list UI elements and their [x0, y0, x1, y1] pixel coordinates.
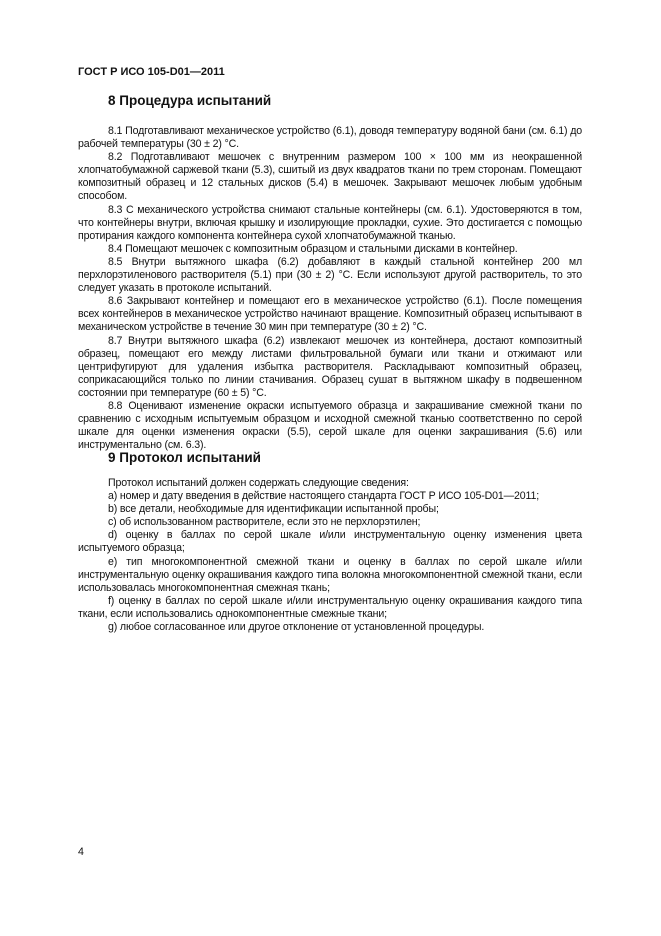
- page-number: 4: [78, 846, 84, 858]
- paragraph-8-5: 8.5 Внутри вытяжного шкафа (6.2) добавляют в каждый стальной контейнер 200 мл перхлорэтиленового растворителя (5.1) при (30 ± 2) °С. Если используют другой растворитель, то это следует указать в протоколе испытаний.: [78, 255, 582, 295]
- section-8-body: [78, 125, 582, 452]
- list-item-e: e) тип многокомпонентной смежной ткани и оценку в баллах по серой шкале и/или инструментальную оценку окрашивания каждого типа волокна многокомпонентной смежной ткани, если использовалась многокомпонентная смежная ткань;: [78, 555, 582, 594]
- list-item-g: g) любое согласованное или другое отклонение от установленной процедуры.: [108, 621, 485, 634]
- paragraph-8-7: 8.7 Внутри вытяжного шкафа (6.2) извлекают мешочек из контейнера, достают композитный образец, помещают его между листами фильтровальной бумаги или ткани и отжимают или центрифугируют для удаления избытка растворителя. Раскладывают композитный образец, соприкасающийся только по линии стачивания. Образец сушат в вытяжном шкафу в подвешенном состоянии при температуре (60 ± 5) °С.: [78, 334, 582, 399]
- list-item-c: c) об использованном растворителе, если это не перхлорэтилен;: [108, 516, 421, 529]
- section-9-heading: 9 Протокол испытаний: [108, 450, 261, 465]
- section-9-intro: Протокол испытаний должен содержать следующие сведения:: [108, 477, 409, 489]
- document-header: ГОСТ Р ИСО 105-D01—2011: [78, 66, 225, 78]
- list-item-b: b) все детали, необходимые для идентификации испытанной пробы;: [108, 503, 439, 516]
- list-item-a: a) номер и дату введения в действие настоящего стандарта ГОСТ Р ИСО 105-D01—2011;: [108, 490, 539, 503]
- paragraph-8-1: 8.1 Подготавливают механическое устройство (6.1), доводя температуру водяной бани (см. 6.1) до рабочей температуры (30 ± 2) °С.: [78, 125, 582, 151]
- paragraph-8-3: 8.3 С механического устройства снимают стальные контейнеры (см. 6.1). Удостоверяются в том, что контейнеры внутри, включая крышку и изолирующие прокладки, сухие. Это достигается с помощью протирания каждого компонента контейнера сухой хлопчатобумажной тканью.: [78, 203, 582, 242]
- section-9-body: [78, 477, 582, 634]
- list-item-f: f) оценку в баллах по серой шкале и/или инструментальную оценку окрашивания каждого типа ткани, если использовались однокомпонентные смежные ткани;: [78, 594, 582, 620]
- paragraph-8-8: 8.8 Оценивают изменение окраски испытуемого образца и закрашивание смежной ткани по сравнению с исходным испытуемым образцом и исходной смежной тканью соответственно по серой шкале для оценки изменения окраски (5.5), серой шкале для оценки закрашивания (5.6) или инструментально (см. 6.3).: [78, 399, 582, 452]
- paragraph-8-4: 8.4 Помещают мешочек с композитным образцом и стальными дисками в контейнер.: [108, 242, 518, 255]
- section-8-heading: 8 Процедура испытаний: [108, 93, 272, 108]
- paragraph-8-2: 8.2 Подготавливают мешочек с внутренним размером 100 × 100 мм из неокрашенной хлопчатобумажной саржевой ткани (5.3), сшитый из двух квадратов ткани по трем сторонам. Помещают композитный образец и 12 стальных дисков (5.4) в мешочек. Закрывают мешочек любым удобным способом.: [78, 151, 582, 203]
- paragraph-8-6: 8.6 Закрывают контейнер и помещают его в механическое устройство (6.1). После помещения всех контейнеров в механическое устройство начинают вращение. Композитный образец испытывают в механическом устройстве в течение 30 мин при температуре (30 ± 2) °С.: [78, 295, 582, 334]
- list-item-d: d) оценку в баллах по серой шкале и/или инструментальную оценку изменения цвета испытуемого образца;: [78, 529, 582, 555]
